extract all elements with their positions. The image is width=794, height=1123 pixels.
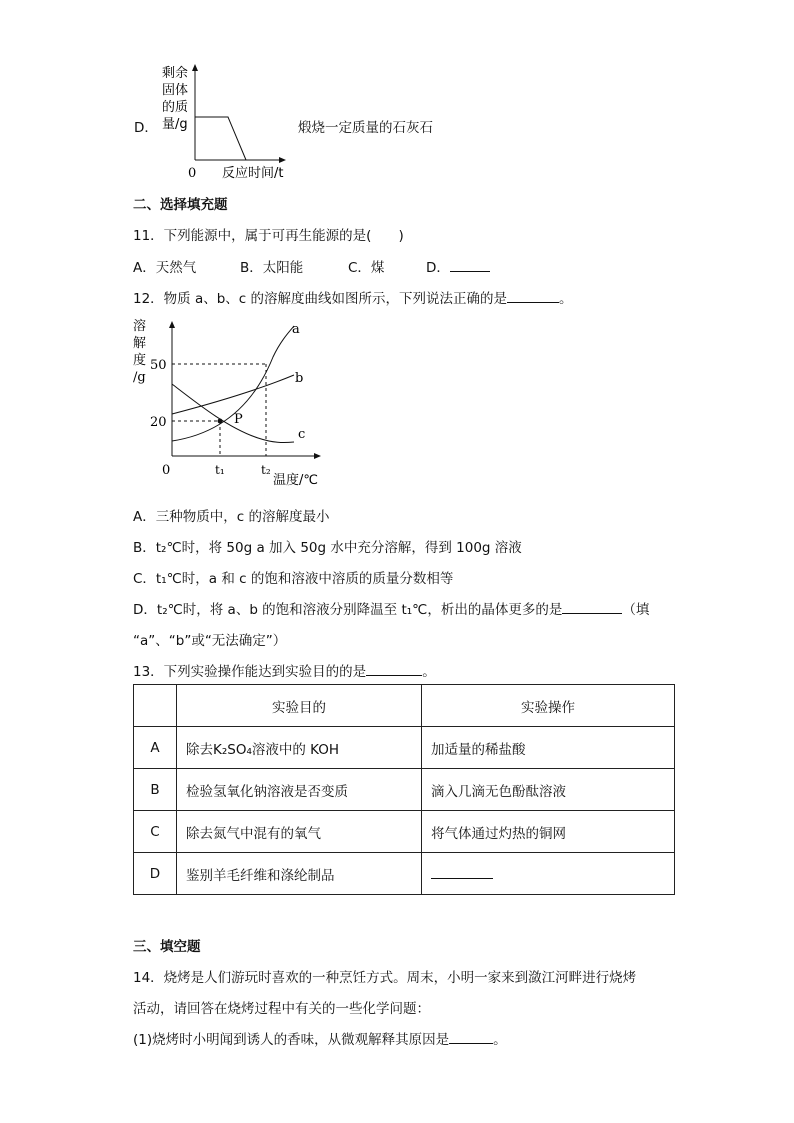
option-d-caption: 煅烧一定质量的石灰石 (298, 120, 433, 136)
table-cell: C (134, 811, 177, 853)
q11-answer-blank[interactable] (450, 257, 490, 272)
point-p-marker (218, 419, 223, 424)
q11-stem: 11．下列能源中，属于可再生能源的是( ) (133, 228, 404, 244)
solubility-y-label-1: 溶 (133, 319, 147, 334)
q11-option-a[interactable]: A．天然气 (133, 260, 197, 276)
solubility-x-tick-t2: t₂ (261, 463, 271, 477)
q11-option-b[interactable]: B．太阳能 (240, 260, 304, 276)
section2-title: 二、选择填充题 (133, 197, 228, 213)
q13-stem-text: 13．下列实验操作能达到实验目的的是 (133, 664, 367, 680)
q12-option-d[interactable] (133, 598, 649, 618)
limestone-curve (195, 117, 246, 160)
q11-option-d-label: D． (426, 260, 450, 276)
table-cell-answer (422, 853, 675, 895)
q12-option-b[interactable]: B．t₂℃时，将 50g a 加入 50g 水中充分溶解，得到 100g 溶液 (133, 540, 522, 556)
q12-option-d-blank[interactable] (562, 599, 622, 614)
limestone-x-label: 反应时间/t (222, 166, 284, 181)
curve-c-label: c (298, 427, 306, 442)
limestone-y-arrow (192, 64, 198, 71)
q14-line1: 14．烧烤是人们游玩时喜欢的一种烹饪方式。周末，小明一家来到潋江河畔进行烧烤 (133, 970, 637, 986)
table-cell: B (134, 769, 177, 811)
q14-sub1-blank[interactable] (449, 1029, 493, 1044)
solubility-x-label: 温度/℃ (273, 473, 318, 488)
limestone-y-label-2: 固体 (162, 83, 189, 98)
table-cell: 将气体通过灼热的铜网 (422, 811, 675, 853)
q12-answer-blank[interactable] (507, 288, 559, 303)
limestone-y-label-1: 剩余 (162, 66, 189, 81)
q14-sub1-end: 。 (493, 1032, 507, 1048)
table-row (134, 811, 675, 853)
table-cell: 加适量的稀盐酸 (422, 727, 675, 769)
experiment-table (133, 684, 675, 895)
curve-b-label: b (295, 371, 304, 386)
q13-stem (133, 660, 436, 680)
curve-a (172, 326, 294, 441)
table-cell: D (134, 853, 177, 895)
solubility-y-label-3: 度 (133, 353, 147, 368)
curve-b (172, 375, 294, 414)
section3-title: 三、填空题 (133, 939, 201, 955)
curve-c (172, 384, 294, 443)
solubility-y-tick-20: 20 (150, 415, 167, 430)
solubility-y-arrow (169, 321, 175, 328)
limestone-y-label-4: 量/g (162, 117, 188, 132)
table-cell: 鉴别羊毛纤维和涤纶制品 (177, 853, 422, 895)
limestone-origin: 0 (188, 166, 197, 181)
solubility-y-label-2: 解 (133, 336, 147, 351)
table-cell: A (134, 727, 177, 769)
table-header-cell (134, 685, 177, 727)
point-p-label: P (234, 412, 243, 427)
q11-option-d[interactable] (426, 256, 490, 276)
table-row (134, 769, 675, 811)
table-header-row (134, 685, 675, 727)
limestone-x-arrow (279, 157, 286, 163)
curve-a-label: a (292, 322, 300, 337)
q14-sub1 (133, 1028, 507, 1048)
q12-option-d-text: D．t₂℃时，将 a、b 的饱和溶液分别降温至 t₁℃，析出的晶体更多的是 (133, 602, 563, 618)
solubility-origin: 0 (162, 463, 171, 478)
q12-option-c[interactable]: C．t₁℃时，a 和 c 的饱和溶液中溶质的质量分数相等 (133, 571, 454, 587)
table-header-cell: 实验目的 (177, 685, 422, 727)
solubility-y-label-4: /g (133, 370, 146, 385)
table-cell: 滴入几滴无色酚酞溶液 (422, 769, 675, 811)
q14-sub1-text: (1)烧烤时小明闻到诱人的香味，从微观解释其原因是 (133, 1032, 450, 1048)
table-cell: 除去K₂SO₄溶液中的 KOH (177, 727, 422, 769)
limestone-y-label-3: 的质 (162, 100, 189, 115)
table-cell: 除去氮气中混有的氧气 (177, 811, 422, 853)
table-row (134, 853, 675, 895)
q12-stem-text: 12．物质 a、b、c 的溶解度曲线如图所示，下列说法正确的是 (133, 291, 508, 307)
q12-option-a[interactable]: A．三种物质中，c 的溶解度最小 (133, 509, 330, 525)
q12-stem (133, 287, 573, 307)
table-header-cell: 实验操作 (422, 685, 675, 727)
q13-d-answer-blank[interactable] (431, 864, 493, 879)
q11-option-c[interactable]: C．煤 (348, 260, 385, 276)
option-d-label: D． (134, 120, 158, 136)
solubility-graph (128, 312, 328, 492)
limestone-graph (150, 60, 300, 185)
q12-stem-end: 。 (559, 291, 573, 307)
q12-option-d-line2: “a”、“b”或“无法确定”） (133, 633, 287, 649)
solubility-y-tick-50: 50 (150, 358, 167, 373)
table-row (134, 727, 675, 769)
q13-stem-end: 。 (422, 664, 436, 680)
q13-answer-blank[interactable] (366, 661, 422, 676)
q12-option-d-end: （填 (622, 602, 650, 618)
table-cell: 检验氢氧化钠溶液是否变质 (177, 769, 422, 811)
q14-line2: 活动，请回答在烧烤过程中有关的一些化学问题： (133, 1001, 430, 1017)
solubility-x-arrow (314, 453, 321, 459)
solubility-x-tick-t1: t₁ (215, 463, 225, 477)
